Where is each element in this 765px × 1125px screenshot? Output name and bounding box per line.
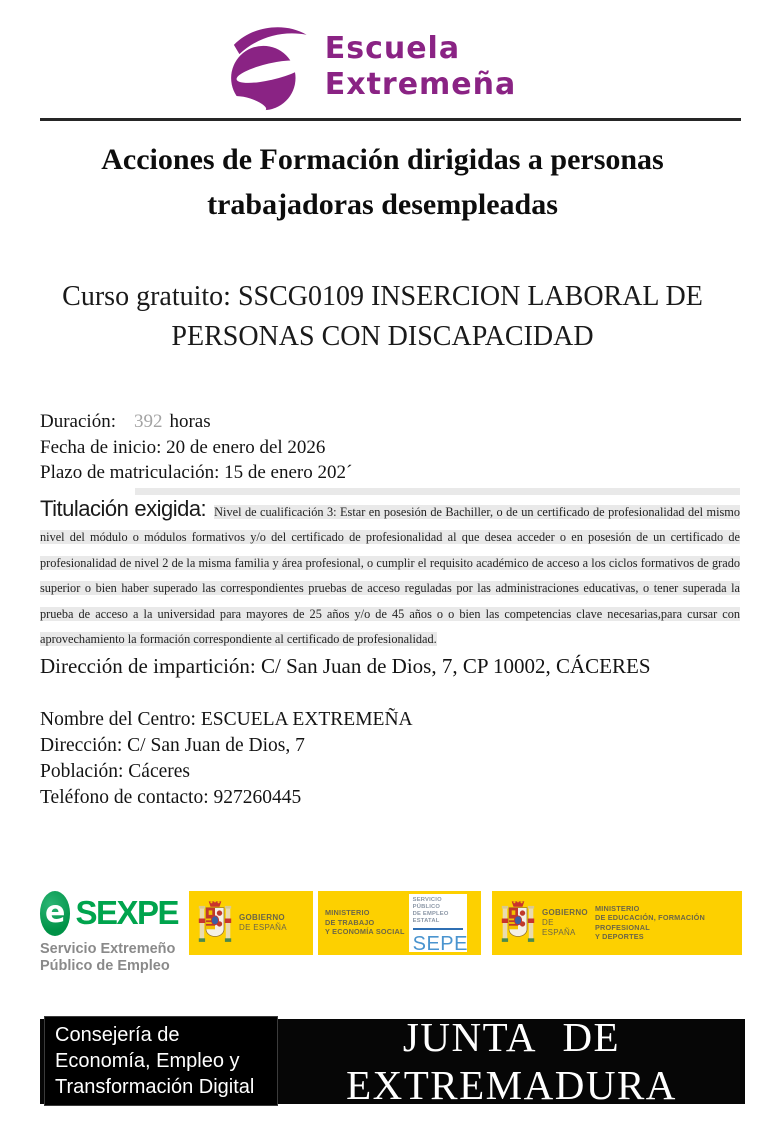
ministerio-educacion-label: [588, 904, 742, 942]
ministerio-line1: MINISTERIO: [594, 903, 640, 913]
course-title-line1: Curso gratuito: SSCG0109 INSERCION LABORAL DE: [62, 281, 703, 312]
training-address-line: Dirección de impartición: C/ San Juan de Dios, 7, CP 10002, CÁCERES: [40, 653, 651, 678]
duration-unit: horas: [169, 411, 211, 432]
qualification-text: Nivel de cualificación 3: Estar en posesión de Bachiller, o de un certificado de profesionalidad del mismo nivel del módulo o módulos formativos y/o del certificado de profesionalidad al que desea acceder o en posesión de un certificado de profesionalidad de nivel 2 de la misma familia y área profesional, o cumplir el requisito académico de acceso a los ciclos formativos de grado superior o bien haber superado las correspondientes pruebas de acceso reguladas por las administraciones educativas, o tener superada la prueba de acceso a la universidad para mayores de 25 años y/o de 45 años o o bien las competencias clave necesarias,para cursar con aprovechamiento la formación correspondiente al certificado de profesionalidad.: [40, 504, 740, 646]
logos-row: [40, 891, 740, 975]
footer-logos: [0, 891, 765, 1108]
gobierno-line1: GOBIERNO: [239, 912, 285, 922]
ministerio-line3: Y ECONOMÍA SOCIAL: [325, 927, 405, 937]
gobierno-espana-label: [239, 913, 287, 933]
school-name-line2: Extremeña: [324, 67, 517, 102]
qualification-paragraph: [40, 496, 740, 651]
center-info: [40, 707, 725, 811]
duration-line: [40, 409, 740, 435]
duration-value: 392: [133, 411, 163, 432]
course-details: [40, 409, 740, 681]
sexpe-logo: [40, 891, 178, 975]
gobierno-espana-label: [542, 908, 588, 938]
highlight-strip: [135, 488, 740, 495]
ministerio-line2: DE EDUCACIÓN, FORMACIÓN PROFESIONAL: [594, 913, 705, 932]
sepe-service-label: [413, 897, 463, 925]
divider-line: [40, 118, 741, 121]
sexpe-logo-top: [40, 891, 178, 936]
sepe-divider: [413, 928, 463, 930]
sexpe-subtitle-line2: Público de Empleo: [40, 957, 170, 974]
consejeria-line2: Economía, Empleo y: [55, 1050, 240, 1072]
ministry-trabajo-banner: [189, 891, 481, 955]
enrollment-line: Plazo de matriculación: 15 de enero 202´: [40, 462, 353, 483]
course-title-line2: PERSONAS CON DISCAPACIDAD: [171, 321, 594, 352]
ministerio-line2: DE TRABAJO: [325, 917, 375, 927]
escuela-extremena-logo-icon: [221, 20, 313, 114]
duration-label: Duración:: [40, 411, 116, 432]
sepe-acronym: SEPE: [412, 932, 468, 955]
gobierno-line2: DE ESPAÑA: [542, 917, 576, 937]
sepe-service-line2: DE EMPLEO ESTATAL: [412, 910, 449, 924]
course-title: [10, 277, 755, 357]
sexpe-subtitle: [40, 941, 178, 975]
ministry-educacion-banner: [492, 891, 742, 955]
sexpe-subtitle-line1: Servicio Extremeño: [40, 940, 176, 957]
page-title: [10, 137, 755, 227]
spain-coat-of-arms-icon: [500, 898, 536, 948]
start-date-line: Fecha de inicio: 20 de enero del 2026: [40, 436, 326, 458]
junta-extremadura-title: JUNTA DE EXTREMADURA: [346, 1014, 677, 1108]
consejeria-line1: Consejería de: [55, 1024, 180, 1046]
ministerio-line1: MINISTERIO: [325, 908, 370, 918]
sexpe-icon: e: [40, 891, 70, 936]
center-phone-line: Teléfono de contacto: 927260445: [40, 786, 302, 808]
center-city-line: Población: Cáceres: [40, 760, 190, 782]
page-title-line2: trabajadoras desempleadas: [207, 188, 558, 221]
ministerio-trabajo-block: [318, 891, 481, 955]
gobierno-espana-block: [189, 891, 313, 955]
gobierno-line2: DE ESPAÑA: [239, 922, 287, 932]
school-name: [325, 31, 517, 103]
sepe-logo: [409, 894, 468, 955]
page-title-line1: Acciones de Formación dirigidas a personas: [101, 143, 664, 176]
school-logo: [0, 0, 751, 116]
center-address-line: Dirección: C/ San Juan de Dios, 7: [40, 734, 305, 756]
gobierno-line1: GOBIERNO: [542, 907, 588, 917]
junta-extremadura-banner: [40, 1014, 745, 1108]
sexpe-acronym: SEXPE: [75, 894, 178, 931]
center-name-line: Nombre del Centro: ESCUELA EXTREMEÑA: [40, 708, 413, 730]
spain-coat-of-arms-icon: [197, 898, 233, 948]
ministerio-trabajo-label: [318, 908, 405, 937]
sepe-service-line1: SERVICIO PÚBLICO: [412, 896, 442, 910]
qualification-label: Titulación exigida:: [40, 495, 207, 521]
school-name-line1: Escuela: [324, 31, 461, 66]
ministerio-line3: Y DEPORTES: [594, 932, 644, 941]
consejeria-block: [44, 1016, 278, 1106]
consejeria-line3: Transformación Digital: [55, 1076, 255, 1098]
